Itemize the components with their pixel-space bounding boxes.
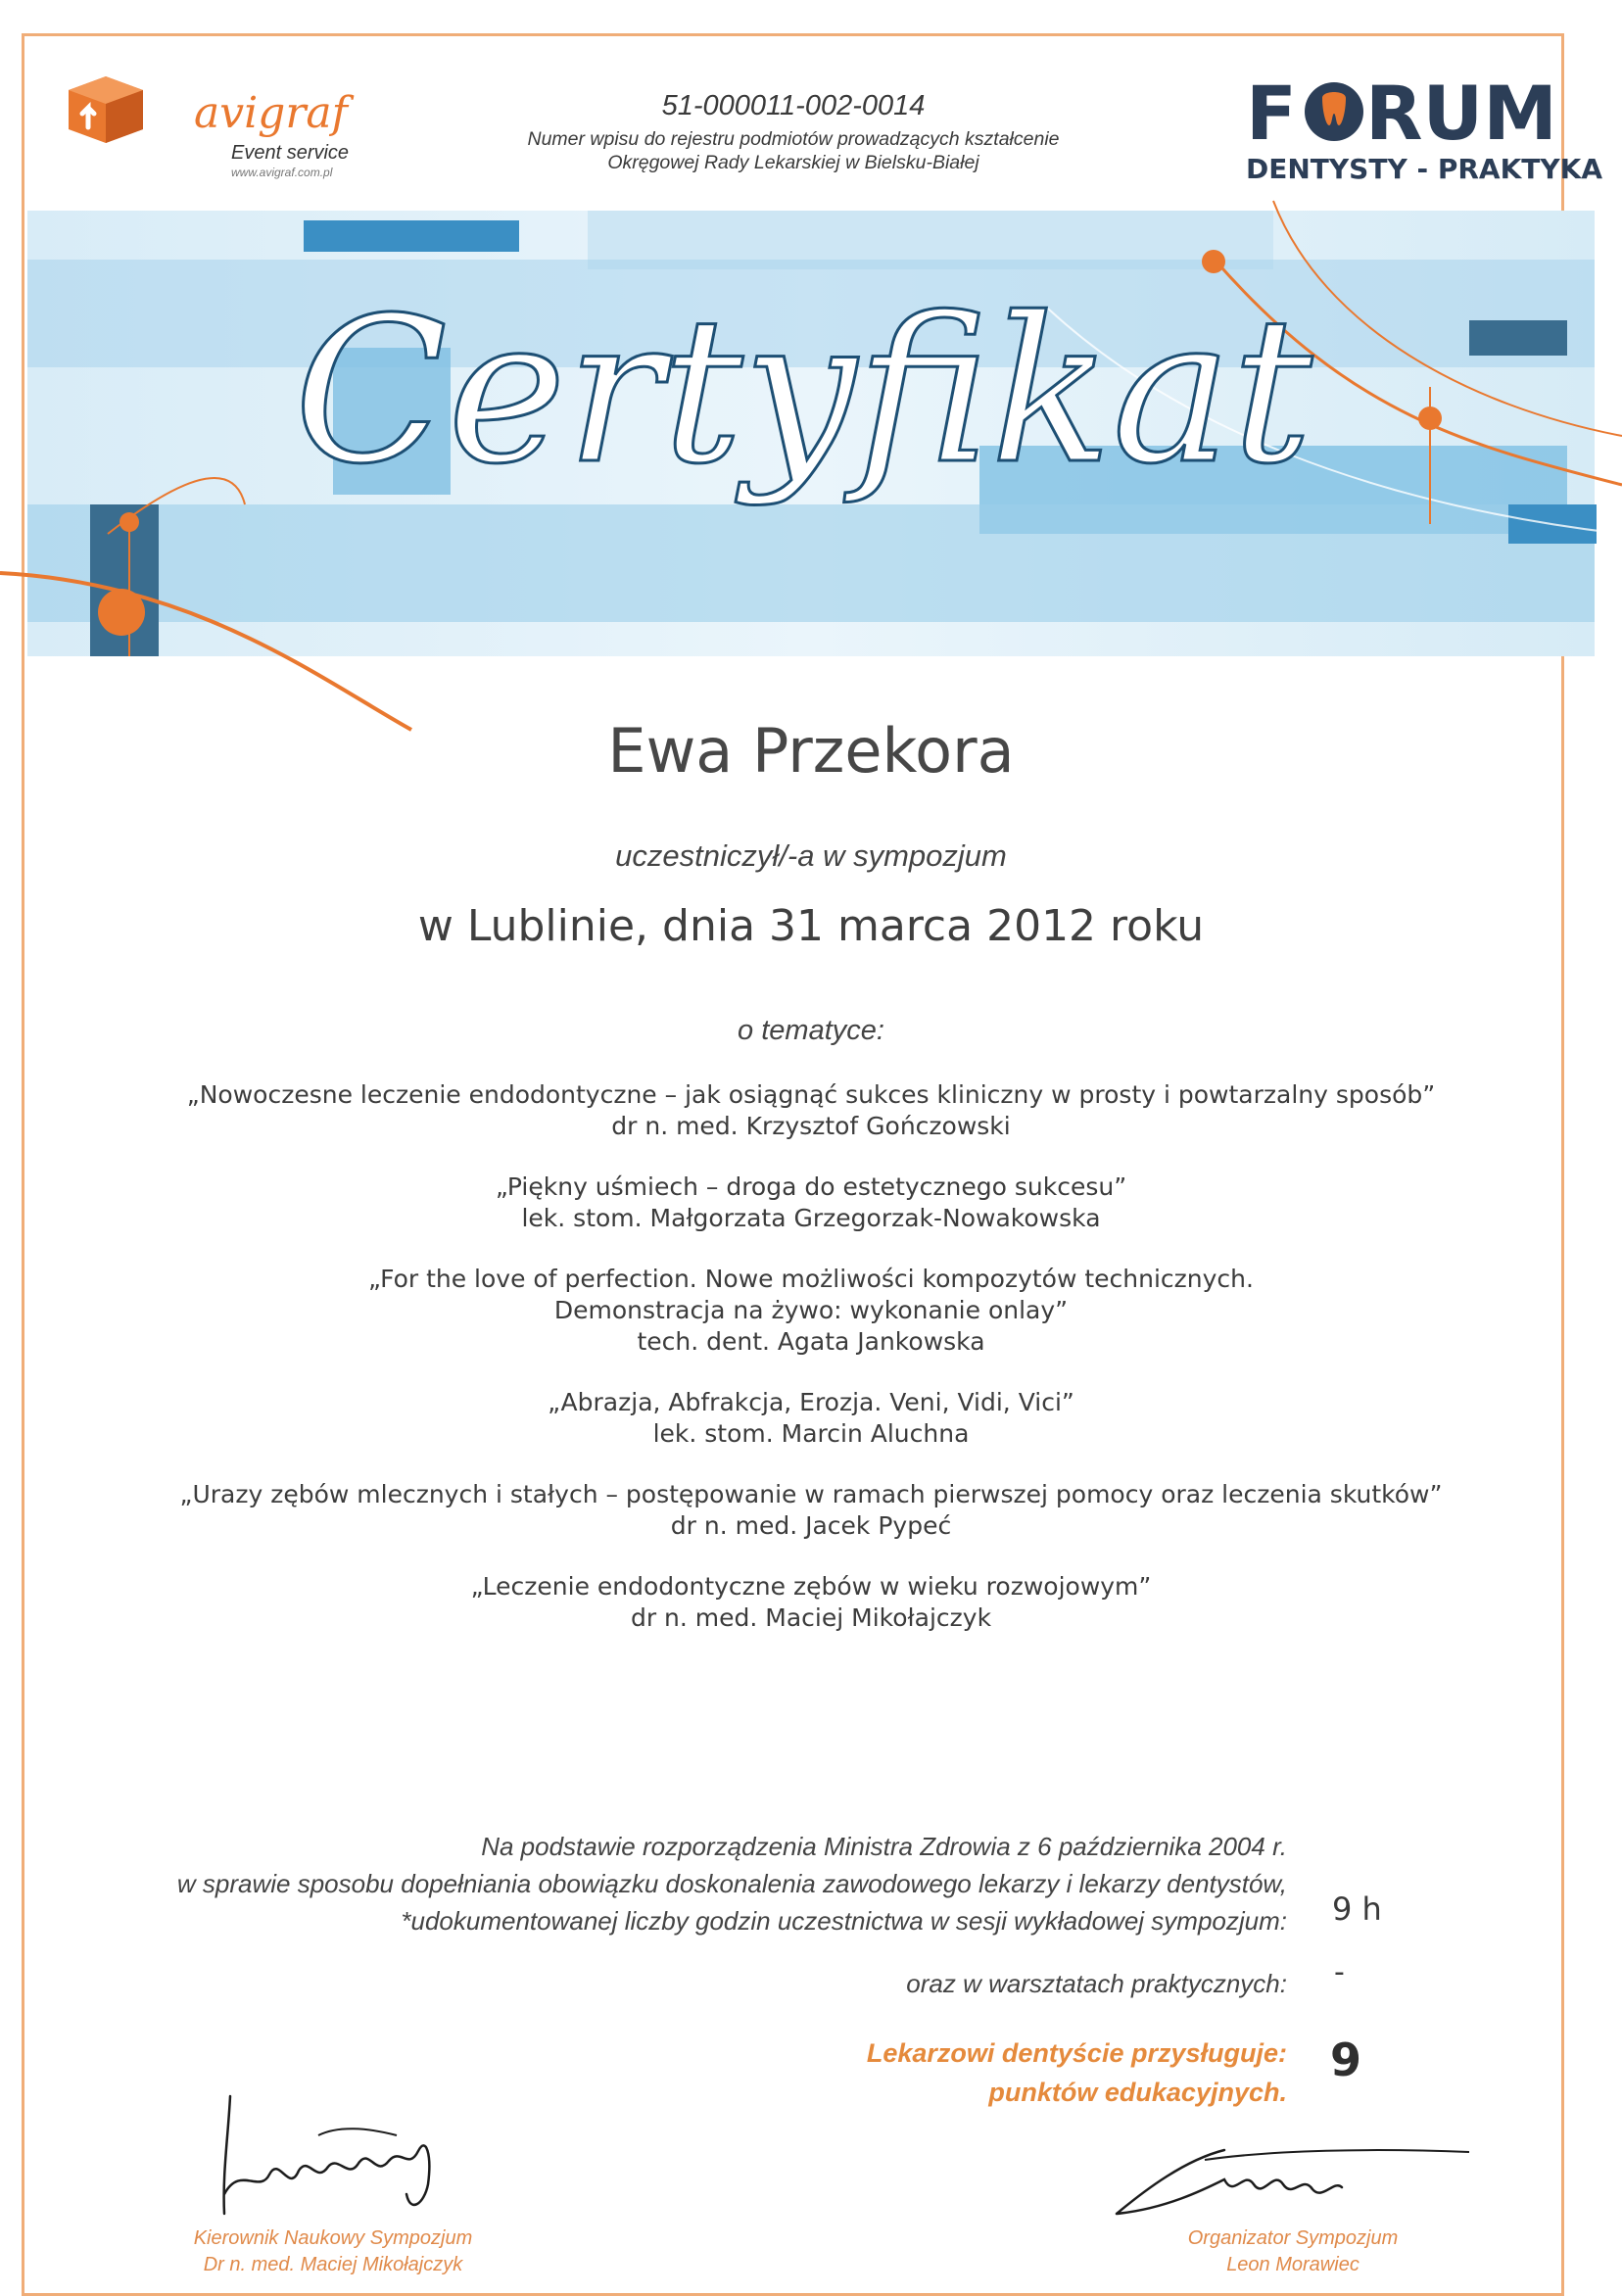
lecture-speaker: lek. stom. Marcin Aluchna <box>652 1419 970 1448</box>
lecture-title: „Piękny uśmiech – droga do estetycznego sukcesu” <box>495 1172 1127 1201</box>
cube-arrow-icon <box>69 76 143 143</box>
right-signature <box>1077 2130 1489 2228</box>
right-signature-role: Organizator Sympozjum <box>1187 2227 1399 2249</box>
forum-logo <box>1244 69 1603 196</box>
avigraf-tagline: Event service <box>231 142 350 164</box>
workshop-label: oraz w warsztatach praktycznych: <box>906 1969 1287 1998</box>
lecture-title-continued: Demonstracja na żywo: wykonanie onlay” <box>553 1296 1069 1324</box>
lecture-item <box>0 1172 1622 1234</box>
lecture-title: „Nowoczesne leczenie endodontyczne – jak osiągnąć sukces kliniczny w prosty i powtarzalny sposób” <box>186 1080 1436 1109</box>
lecture-title: „For the love of perfection. Nowe możliwości kompozytów technicznych. <box>368 1265 1254 1293</box>
points-label-line-1: Lekarzowi dentyście przysługuje: <box>866 2038 1287 2068</box>
lecture-hours: 9 h <box>1332 1890 1382 1928</box>
points-label-line-2: punktów edukacyjnych. <box>988 2078 1287 2107</box>
left-signature-name: Dr n. med. Maciej Mikołajczyk <box>203 2254 463 2275</box>
lecture-speaker: tech. dent. Agata Jankowska <box>637 1327 985 1356</box>
right-signature-name: Leon Morawiec <box>1226 2254 1360 2275</box>
lecture-item <box>0 1079 1622 1142</box>
recipient-name: Ewa Przekora <box>607 715 1015 787</box>
lecture-item <box>0 1387 1622 1450</box>
certificate-title: Certyfikat <box>294 275 1312 508</box>
lecture-item <box>0 1479 1622 1542</box>
lecture-title: „Leczenie endodontyczne zębów w wieku rozwojowym” <box>470 1572 1152 1601</box>
right-signature-caption <box>1117 2225 1469 2278</box>
legal-line-2: w sprawie sposobu dopełniania obowiązku doskonalenia zawodowego lekarzy i lekarzy dentystów, <box>176 1869 1287 1898</box>
lecture-speaker: dr n. med. Jacek Pypeć <box>670 1511 952 1540</box>
lecture-speaker: dr n. med. Maciej Mikołajczyk <box>630 1603 992 1632</box>
lecture-title: „Urazy zębów mlecznych i stałych – postępowanie w ramach pierwszej pomocy oraz leczenia skutków” <box>179 1480 1443 1508</box>
left-signature-caption <box>147 2225 519 2278</box>
topics-intro: o tematyce: <box>738 1015 884 1046</box>
legal-line-1: Na podstawie rozporządzenia Ministra Zdrowia z 6 października 2004 r. <box>481 1832 1287 1861</box>
left-signature-role: Kierownik Naukowy Sympozjum <box>193 2227 473 2249</box>
registry-line-2: Okręgowej Rady Lekarskiej w Bielsku-Białej <box>607 152 979 173</box>
points-label <box>867 2033 1287 2112</box>
avigraf-url: www.avigraf.com.pl <box>231 166 333 179</box>
legal-line-3: *udokumentowanej liczby godzin uczestnictwa w sesji wykładowej sympozjum: <box>401 1906 1287 1936</box>
forum-f: F <box>1246 70 1297 157</box>
avigraf-brand: avigraf <box>194 88 348 138</box>
lecture-list <box>0 1079 1622 1663</box>
forum-rum: RUM <box>1365 70 1557 157</box>
registry-text <box>460 127 1126 174</box>
certificate-banner <box>0 211 1622 730</box>
left-signature <box>201 2077 455 2224</box>
legal-basis <box>112 1828 1287 1939</box>
lecture-title: „Abrazja, Abfrakcja, Erozja. Veni, Vidi, Vici” <box>548 1388 1074 1416</box>
participation-text: uczestniczył/-a w sympozjum <box>615 838 1007 873</box>
education-points: 9 <box>1330 2033 1362 2086</box>
registry-number: 51-000011-002-0014 <box>661 90 926 121</box>
forum-subtitle: DENTYSTY - PRAKTYKA <box>1246 153 1603 185</box>
registry-line-1: Numer wpisu do rejestru podmiotów prowadzących kształcenie <box>527 128 1060 150</box>
lecture-speaker: lek. stom. Małgorzata Grzegorzak-Nowakowska <box>521 1204 1101 1232</box>
lecture-item <box>0 1571 1622 1634</box>
avigraf-logo <box>67 69 400 186</box>
lecture-item <box>0 1264 1622 1358</box>
place-date: w Lublinie, dnia 31 marca 2012 roku <box>417 901 1205 951</box>
tooth-icon <box>1305 82 1363 141</box>
workshop-hours: - <box>1334 1955 1345 1989</box>
lecture-speaker: dr n. med. Krzysztof Gończowski <box>611 1112 1011 1140</box>
